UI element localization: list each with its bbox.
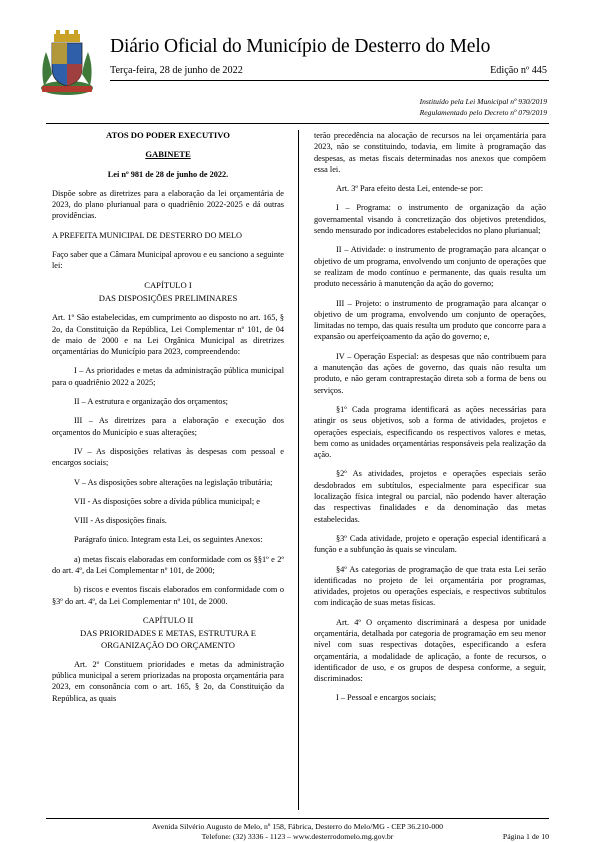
content-top-divider <box>46 123 549 124</box>
article-4-item: I – Pessoal e encargos sociais; <box>336 693 437 703</box>
page-number: Página 1 de 10 <box>502 832 549 841</box>
article-3: Art. 3º Para efeito desta Lei, entende-se por: <box>336 184 484 194</box>
newspaper-title: Diário Oficial do Município de Desterro do Melo <box>110 36 491 57</box>
article-1-item: I – As prioridades e metas da administração pública municipal para o quadriênio 2022 a 2025; <box>52 366 284 387</box>
column-divider <box>298 130 299 810</box>
publication-date: Terça-feira, 28 de junho de 2022 <box>110 65 243 76</box>
sole-paragraph: Parágrafo único. Integram esta Lei, os seguintes Anexos: <box>74 535 263 545</box>
article-3-paragraph: §3º Cada atividade, projeto e operação especial identificará a função e a subfunção às quais se vinculam. <box>314 533 546 555</box>
header-divider <box>110 80 549 81</box>
law-ementa: Dispõe sobre as diretrizes para a elaboração da lei orçamentária de 2023, do plano plurianual para o quadriênio 2022-2025 e dá outras providências. <box>52 188 284 221</box>
article-1-item: IV – As disposições relativas às despesas com pessoal e encargos sociais; <box>52 446 284 468</box>
chapter-title: DAS DISPOSIÇÕES PRELIMINARES <box>98 292 238 303</box>
definition-item: II – Atividade: o instrumento de programação para alcançar o objetivo de um programa, envolvendo um conjunto de operações que se realizam de modo contínuo e permanente, das quais resulta um produto necessário à manutenção da ação do governo; <box>314 245 546 289</box>
article-1-item: II – A estrutura e organização dos orçamentos; <box>74 397 228 407</box>
article-3-paragraph: §1º Cada programa identificará as ações necessárias para atingir os seus objetivos, sob a forma de atividades, projetos e operações especiais, especificando os respectivos valores e metas, bem como as unidades orçamentárias responsáveis pela realização da ação. <box>314 404 546 460</box>
article-3-paragraph: §2º As atividades, projetos e operações especiais serão desdobrados em subtítulos, especialmente para especificar sua localização física integral ou parcial, não podendo haver alteração das respectivas finalidades e da denominação das metas estabelecidas. <box>314 469 546 524</box>
chapter-number: CAPÍTULO I <box>144 279 192 290</box>
institution-law: Instituído pela Lei Municipal nº 930/2019 <box>419 97 547 106</box>
right-column <box>314 130 546 712</box>
edition-number: Edição nº 445 <box>490 65 547 76</box>
chapter-title: DAS PRIORIDADES E METAS, ESTRUTURA E ORGANIZAÇÃO DO ORÇAMENTO <box>80 628 256 650</box>
article-1-item: VII - As disposições sobre a dívida pública municipal; e <box>74 496 260 506</box>
chapter-number: CAPÍTULO II <box>142 614 194 625</box>
municipal-coat-of-arms-icon <box>36 28 98 98</box>
authority-line: A PREFEITA MUNICIPAL DE DESTERRO DO MELO <box>52 230 243 240</box>
section-heading: ATOS DO PODER EXECUTIVO <box>106 130 230 140</box>
article-2-continuation: terão precedência na alocação de recursos na lei orçamentária para 2023, não se constituindo, todavia, em limite à programação das despesas, as metas fiscais determinadas nos anexos que compõem essa lei. <box>314 131 546 174</box>
article-4: Art. 4º O orçamento discriminará a despesa por unidade orçamentária, detalhada por categoria de programação em seu menor nível com suas respectivas dotações, especificando a esfera orçamentária, a modalidade de aplicação, a fonte de recursos, o identificador de uso, e os grupos de despesa conforme, a seguir, discriminados: <box>314 617 546 684</box>
subsection-heading: GABINETE <box>145 149 191 160</box>
enactment-clause: Faço saber que a Câmara Municipal aprovou e eu sanciono a seguinte lei: <box>52 250 284 271</box>
regulation-decree: Regulamentado pelo Decreto nº 079/2019 <box>419 108 547 117</box>
left-column <box>52 130 284 712</box>
annex-item: a) metas fiscais elaboradas em conformidade com os §§1º e 2º do art. 4º, da Lei Complementar nº 101, de 2000; <box>52 554 284 576</box>
law-title: Lei nº 981 de 28 de junho de 2022. <box>107 169 229 179</box>
definition-item: IV – Operação Especial: as despesas que não contribuem para a manutenção das ações de governo, das quais não resulta um produto, e não geram contraprestação direta sob a forma de bens ou serviços. <box>314 351 546 395</box>
article-1-item: V – As disposições sobre alterações na legislação tributária; <box>74 477 273 487</box>
footer-address: Avenida Silvério Augusto de Melo, nº 158, Fábrica, Desterro do Melo/MG - CEP 36.210-000 <box>151 822 444 831</box>
footer-divider <box>46 818 549 819</box>
article-1: Art. 1º São estabelecidas, em cumprimento ao disposto no art. 165, § 2o, da Constituição da República, Lei Complementar nº 101, de 04 de maio de 2000 e na Lei Orgânica Municipal as diretrizes orçamentárias do Município para 2023, compreendendo: <box>52 313 284 357</box>
definition-item: I – Programa: o instrumento de organização da ação governamental visando à concretização dos objetivos pretendidos, sendo mensurado por indicadores estabelecidos no plano plurianual; <box>314 203 546 236</box>
article-1-item: III – As diretrizes para a elaboração e execução dos orçamentos do Município e suas alterações; <box>52 416 284 437</box>
article-1-item: VIII - As disposições finais. <box>74 516 167 526</box>
article-2: Art. 2º Constituem prioridades e metas da administração pública municipal a serem priorizadas na proposta orçamentária para 2023, em consonância com o art. 165, § 2o, da Constituição da República, as quais <box>52 659 284 703</box>
footer-contact: Telefone: (32) 3336 - 1123 – www.desterrodomelo.mg.gov.br <box>201 832 394 841</box>
annex-item: b) riscos e eventos fiscais elaborados em conformidade com o §3º do art. 4º, da Lei Complementar nº 101, de 2000. <box>52 585 284 606</box>
article-3-paragraph: §4º As categorias de programação de que trata esta Lei serão identificadas no projeto de lei orçamentária por programas, atividades, projetos ou operações especiais, e respectivos subtítulos com indicação de suas metas físicas. <box>314 564 546 608</box>
definition-item: III – Projeto: o instrumento de programação para alcançar o objetivo de um programa, envolvendo um conjunto de operações, limitadas no tempo, das quais resulta um produto que concorre para a expansão ou aperfeiçoamento da ação do governo; e, <box>314 298 546 342</box>
